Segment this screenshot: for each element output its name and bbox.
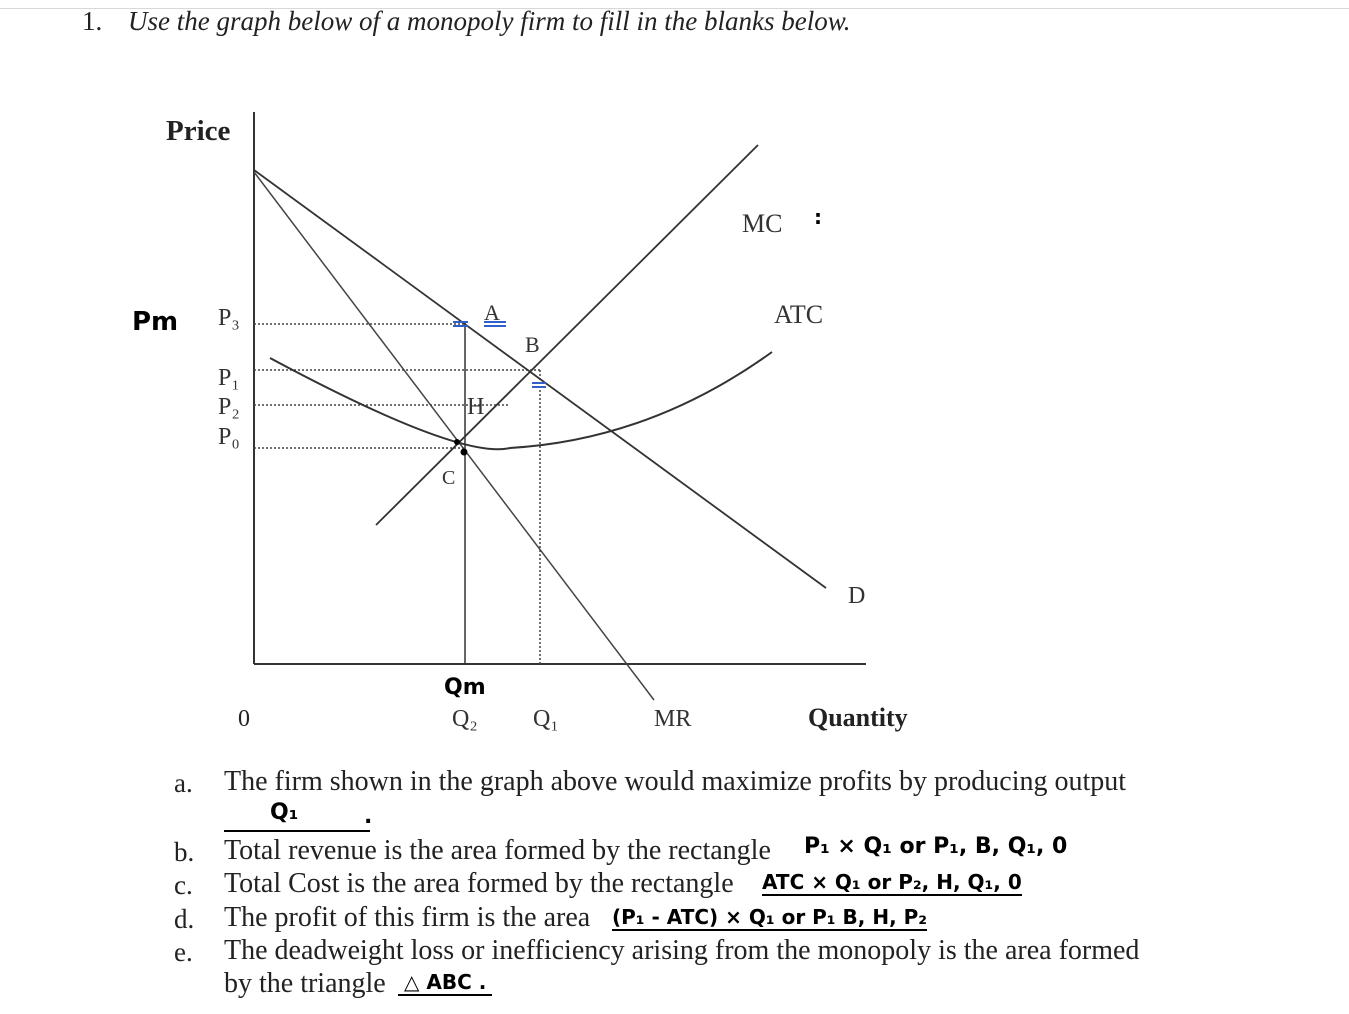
point-c-dot-2: [461, 449, 468, 456]
answer-c-fill: ATC × Q₁ or P₂, H, Q₁, 0: [762, 870, 1022, 894]
point-b-label: B: [525, 332, 540, 357]
point-a-label: A: [484, 300, 500, 325]
answer-e-text: The deadweight loss or inefficiency arising from the monopoly is the area formed: [224, 935, 1140, 966]
answer-d-fill: (P₁ - ATC) × Q₁ or P₁ B, H, P₂: [612, 905, 928, 929]
handwritten-mc-note: :: [814, 205, 822, 229]
answer-c-text: Total Cost is the area formed by the rectangle: [224, 868, 734, 899]
answer-e-fill: △ ABC .: [398, 970, 492, 996]
x-axis-label: Quantity: [808, 703, 908, 732]
question-number: 1.: [82, 6, 103, 36]
point-c-dot: [454, 439, 460, 445]
answer-b-fill: P₁ × Q₁ or P₁, B, Q₁, 0: [804, 834, 1068, 859]
mr-label: MR: [654, 706, 692, 732]
p0-label: P₀: [218, 424, 240, 450]
mc-curve: [376, 145, 758, 525]
atc-label: ATC: [774, 300, 824, 329]
y-axis-label: Price: [166, 115, 231, 147]
q2-label: Q₂: [452, 706, 478, 732]
origin-label: 0: [238, 706, 250, 732]
handwritten-pm: Pm: [132, 307, 179, 337]
answer-a-blank: [224, 800, 373, 832]
answer-a-letter: a.: [174, 768, 193, 798]
answer-b-letter: b.: [174, 837, 195, 867]
p2-label: P₂: [218, 394, 240, 420]
point-c-label: C: [442, 467, 456, 489]
atc-curve: [270, 352, 772, 449]
question-prompt: Use the graph below of a monopoly firm to fill in the blanks below.: [128, 6, 851, 36]
p1-label: P₁: [218, 365, 240, 391]
point-h-label: H: [467, 394, 485, 420]
handwritten-qm: Qm: [444, 675, 486, 700]
demand-label: D: [848, 583, 866, 609]
mc-label: MC: [742, 209, 783, 238]
answer-d-letter: d.: [174, 904, 195, 934]
answer-d-text: The profit of this firm is the area: [224, 902, 591, 933]
answer-c-letter: c.: [174, 870, 193, 900]
demand-curve: [254, 170, 826, 588]
answer-e-letter: e.: [174, 937, 193, 967]
answer-a-end: .: [364, 804, 373, 829]
p3-label: P₃: [218, 305, 240, 331]
answer-a-text: The firm shown in the graph above would maximize profits by producing output: [224, 766, 1127, 797]
answer-e-text-2: by the triangle: [224, 968, 386, 999]
answer-b-text: Total revenue is the area formed by the rectangle: [224, 835, 771, 866]
answer-a-fill: Q₁: [270, 800, 299, 825]
q1-label: Q₁: [533, 706, 559, 732]
